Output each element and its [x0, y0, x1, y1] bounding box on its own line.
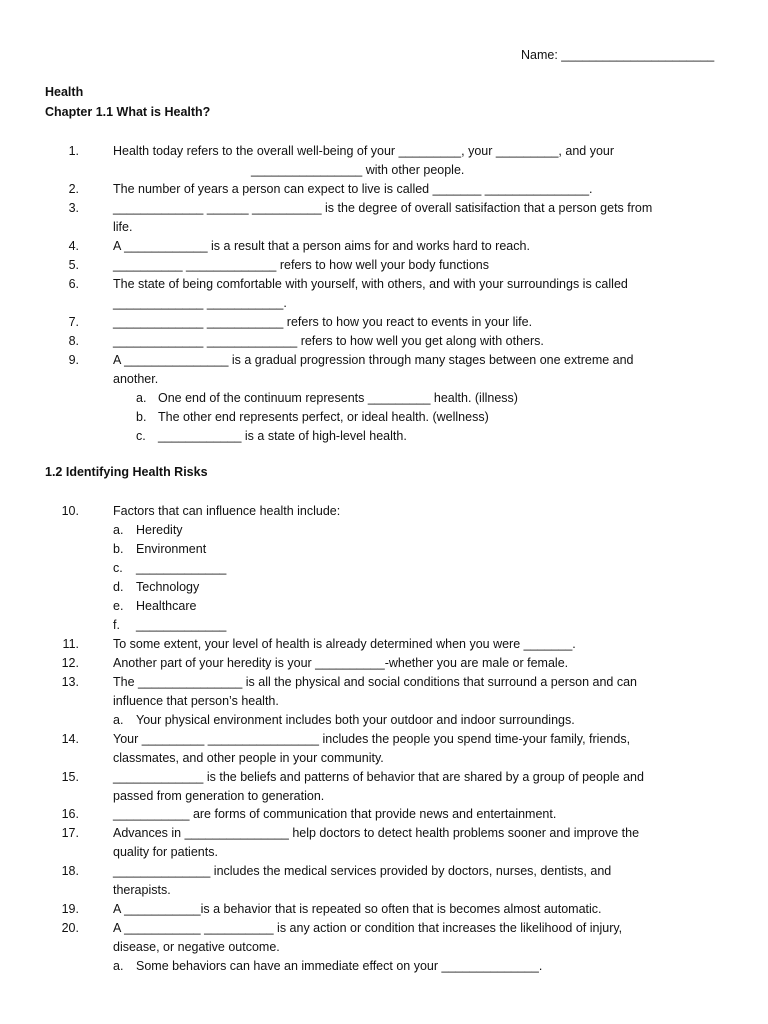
question-text-cont: classmates, and other people in your community.	[113, 750, 384, 765]
question-text: The _______________ is all the physical and social conditions that surround a person and can	[113, 675, 637, 689]
question-text-cont: quality for patients.	[113, 844, 218, 859]
question-text: Advances in _______________ help doctors to detect health problems sooner and improve the	[113, 826, 640, 840]
question-number: 20.	[61, 921, 79, 935]
question-text: To some extent, your level of health is already determined when you were _______.	[113, 637, 576, 651]
question-text: Another part of your heredity is your __________-whether you are male or female.	[113, 656, 569, 670]
question-number: 3.	[68, 201, 79, 215]
question-number: 7.	[68, 315, 79, 329]
question-text-cont: ________________ with other people.	[251, 162, 465, 177]
worksheet-title: Health	[45, 85, 84, 99]
question-text: _____________ _____________ refers to how well you get along with others.	[113, 334, 544, 348]
question-number: 8.	[68, 334, 79, 348]
sub-item-label: f.	[113, 618, 120, 632]
name-field-line: Name: ______________________	[521, 48, 715, 62]
question-number: 1.	[68, 144, 79, 158]
question-text: ___________ are forms of communication that provide news and entertainment.	[113, 807, 557, 821]
question-number: 12.	[61, 656, 79, 670]
question-text-cont: passed from generation to generation.	[113, 788, 325, 803]
question-number: 2.	[68, 182, 79, 196]
question-text: A ___________ __________ is any action or condition that increases the likelihood of injury,	[113, 921, 623, 935]
question-number: 19.	[61, 902, 79, 916]
question-text-cont: _____________ ___________.	[113, 295, 287, 310]
question-number: 5.	[68, 258, 79, 272]
sub-item-label: a.	[113, 523, 124, 537]
section-title: 1.2 Identifying Health Risks	[45, 465, 208, 479]
question-text-cont: therapists.	[113, 882, 171, 897]
sub-item-text: Environment	[136, 542, 207, 556]
sub-item-text: _____________	[136, 618, 227, 632]
sub-item-label: a.	[113, 959, 124, 973]
question-text: The state of being comfortable with yourself, with others, and with your surroundings is called	[113, 277, 628, 291]
question-number: 17.	[61, 826, 79, 840]
sub-item-text: ____________ is a state of high-level health.	[158, 429, 407, 443]
question-number: 13.	[61, 675, 79, 689]
question-text: The number of years a person can expect to live is called _______ _______________.	[113, 182, 593, 196]
question-number: 18.	[61, 864, 79, 878]
question-text-cont: life.	[113, 219, 133, 234]
question-text: Factors that can influence health include:	[113, 504, 341, 518]
sub-item-text: Some behaviors can have an immediate effect on your ______________.	[136, 959, 543, 973]
question-number: 11.	[62, 637, 79, 651]
question-number: 6.	[68, 277, 79, 291]
sub-item-text: One end of the continuum represents _________ health. (illness)	[158, 391, 518, 405]
question-text-cont: another.	[113, 371, 159, 386]
question-text: __________ _____________ refers to how well your body functions	[113, 258, 489, 272]
chapter-title: Chapter 1.1 What is Health?	[45, 105, 211, 119]
question-number: 9.	[68, 353, 79, 367]
question-text-cont: influence that person’s health.	[113, 693, 279, 708]
question-text: Health today refers to the overall well-being of your _________, your _________, and your	[113, 144, 615, 158]
sub-item-text: _____________	[136, 561, 227, 575]
question-text: A ____________ is a result that a person aims for and works hard to reach.	[113, 239, 530, 253]
question-text: _____________ is the beliefs and patterns of behavior that are shared by a group of people and	[113, 770, 644, 784]
question-text: _____________ ___________ refers to how you react to events in your life.	[113, 315, 533, 329]
sub-item-label: c.	[136, 429, 146, 443]
question-text: A _______________ is a gradual progression through many stages between one extreme and	[113, 353, 634, 367]
question-number: 15.	[61, 770, 79, 784]
sub-item-text: Heredity	[136, 523, 183, 537]
sub-item-label: b.	[113, 542, 124, 556]
question-text: Your _________ ________________ includes the people you spend time-your family, friends,	[113, 732, 631, 746]
sub-item-label: d.	[113, 580, 124, 594]
question-text: ______________ includes the medical services provided by doctors, nurses, dentists, and	[113, 864, 612, 878]
sub-item-text: Healthcare	[136, 599, 197, 613]
question-number: 14.	[61, 732, 79, 746]
sub-item-text: Your physical environment includes both your outdoor and indoor surroundings.	[136, 713, 575, 727]
question-text: _____________ ______ __________ is the degree of overall satisifaction that a person gets from	[113, 201, 653, 215]
sub-item-label: c.	[113, 561, 123, 575]
sub-item-label: b.	[136, 410, 147, 424]
sub-item-label: e.	[113, 599, 124, 613]
sub-item-label: a.	[113, 713, 124, 727]
question-number: 10.	[61, 504, 79, 518]
question-number: 4.	[68, 239, 79, 253]
question-text: A ___________is a behavior that is repeated so often that is becomes almost automatic.	[113, 902, 602, 916]
sub-item-text: The other end represents perfect, or ideal health. (wellness)	[158, 410, 489, 424]
question-number: 16.	[61, 807, 79, 821]
question-text-cont: disease, or negative outcome.	[113, 939, 280, 954]
sub-item-label: a.	[136, 391, 147, 405]
sub-item-text: Technology	[136, 580, 200, 594]
